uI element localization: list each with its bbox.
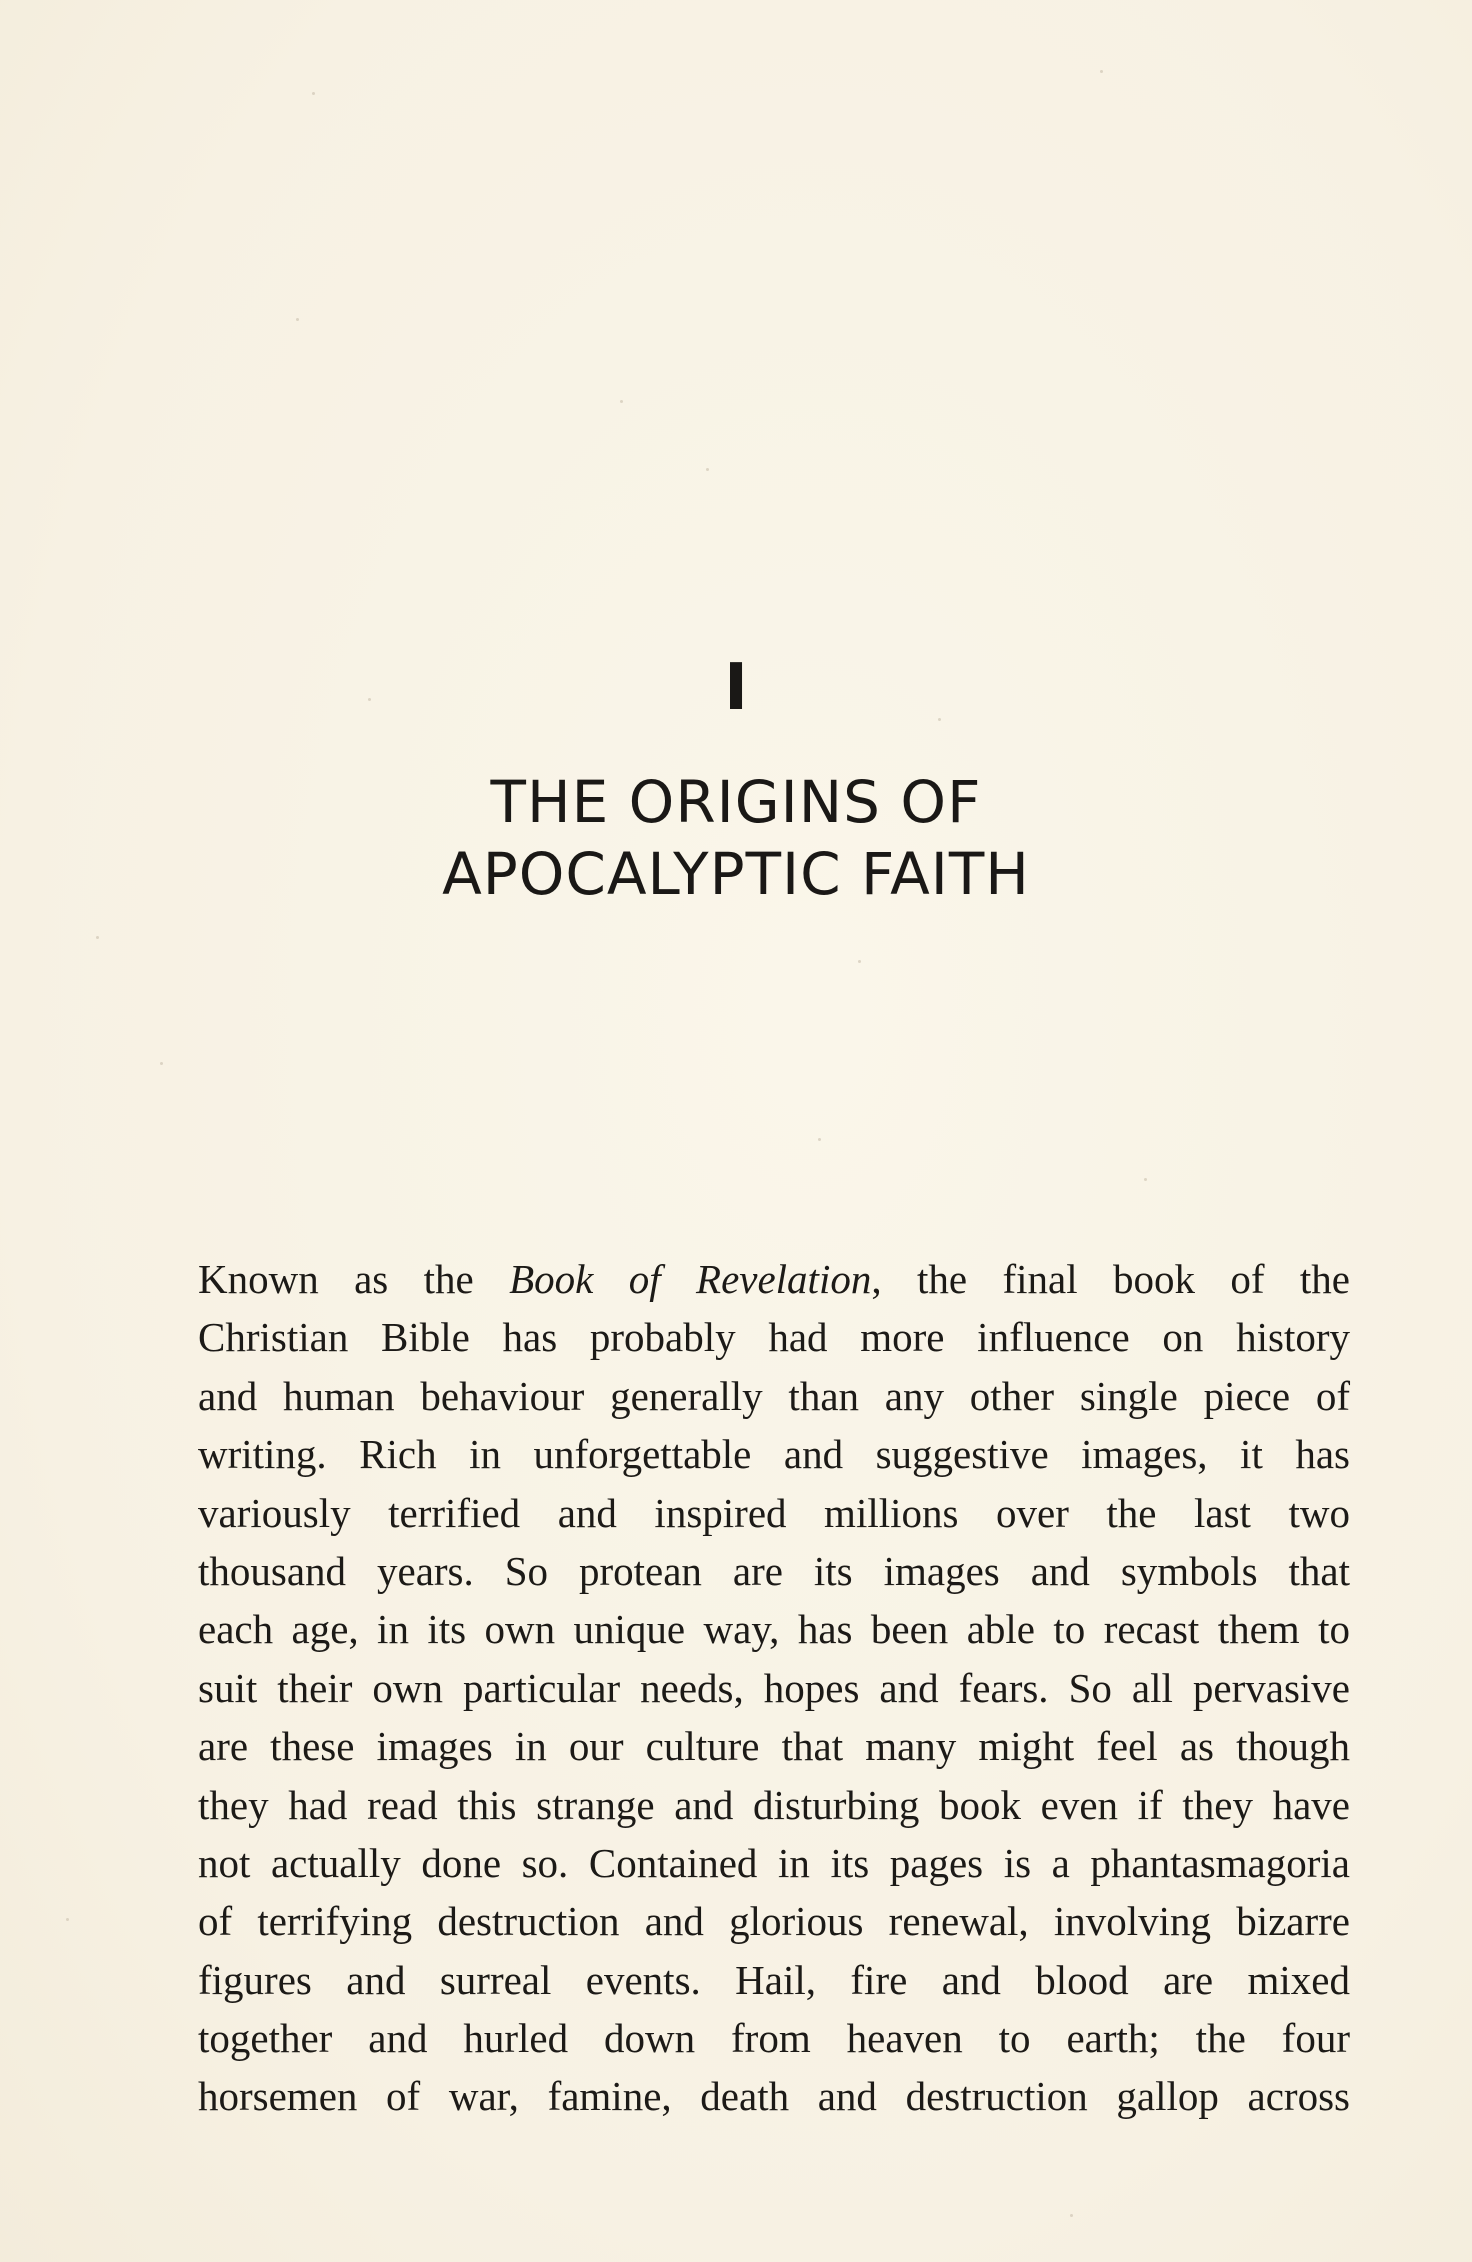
body-line	[198, 1834, 1350, 1892]
paper-speck	[620, 400, 623, 403]
body-paragraph	[198, 1250, 1350, 2126]
body-line	[198, 1542, 1350, 1600]
paper-speck	[706, 468, 709, 471]
body-text-segment: together and hurled down from heaven to earth; the four	[198, 2015, 1350, 2062]
body-text-segment: and human behaviour generally than any other single piece of	[198, 1372, 1350, 1419]
body-text-segment: Christian Bible has probably had more influence on history	[198, 1314, 1350, 1361]
body-text-segment: horsemen of war, famine, death and destruction gallop across	[198, 2073, 1350, 2120]
body-text-segment: of terrifying destruction and glorious renewal, involving bizarre	[198, 1898, 1350, 1945]
body-text-segment: are these images in our culture that many might feel as though	[198, 1723, 1350, 1770]
paper-speck	[296, 318, 299, 321]
body-text-segment: each age, in its own unique way, has been able to recast them to	[198, 1606, 1350, 1653]
body-line	[198, 1308, 1350, 1366]
paper-speck	[66, 1918, 69, 1921]
paper-speck	[160, 1062, 163, 1065]
body-line	[198, 1425, 1350, 1483]
body-line	[198, 1484, 1350, 1542]
body-line	[198, 2009, 1350, 2067]
paper-speck	[1070, 2214, 1073, 2217]
chapter-title-line-2: APOCALYPTIC FAITH	[442, 840, 1030, 908]
book-title-italic: Book of Revelation	[509, 1256, 872, 1302]
body-text-segment: , the final book of the	[871, 1256, 1350, 1302]
body-line	[198, 1659, 1350, 1717]
body-line	[198, 1776, 1350, 1834]
chapter-number: I	[724, 651, 748, 725]
body-line	[198, 1600, 1350, 1658]
body-text-segment: writing. Rich in unforgettable and suggestive images, it has	[198, 1431, 1350, 1478]
body-line	[198, 1367, 1350, 1425]
paper-speck	[1100, 70, 1103, 73]
paper-speck	[858, 960, 861, 963]
body-text-segment: figures and surreal events. Hail, fire and blood are mixed	[198, 1956, 1350, 2003]
body-text-segment: they had read this strange and disturbing book even if they have	[198, 1781, 1350, 1828]
body-text-segment: suit their own particular needs, hopes and fears. So all pervasive	[198, 1664, 1350, 1711]
chapter-title-line-1: THE ORIGINS OF	[490, 768, 982, 836]
body-text-segment: not actually done so. Contained in its pages is a phantasmagoria	[198, 1839, 1350, 1886]
body-text-segment: Known as the	[198, 1256, 510, 1302]
body-text-segment: thousand years. So protean are its images and symbols that	[198, 1547, 1350, 1594]
body-text-segment: variously terrified and inspired millions over the last two	[198, 1489, 1350, 1536]
paper-speck	[96, 936, 99, 939]
paper-speck	[312, 92, 315, 95]
body-line	[198, 1250, 1350, 1308]
chapter-title	[0, 766, 1472, 910]
body-line	[198, 1717, 1350, 1775]
body-line	[198, 2067, 1350, 2125]
body-line	[198, 1951, 1350, 2009]
paper-speck	[1144, 1178, 1147, 1181]
paper-speck	[818, 1138, 821, 1141]
body-line	[198, 1892, 1350, 1950]
